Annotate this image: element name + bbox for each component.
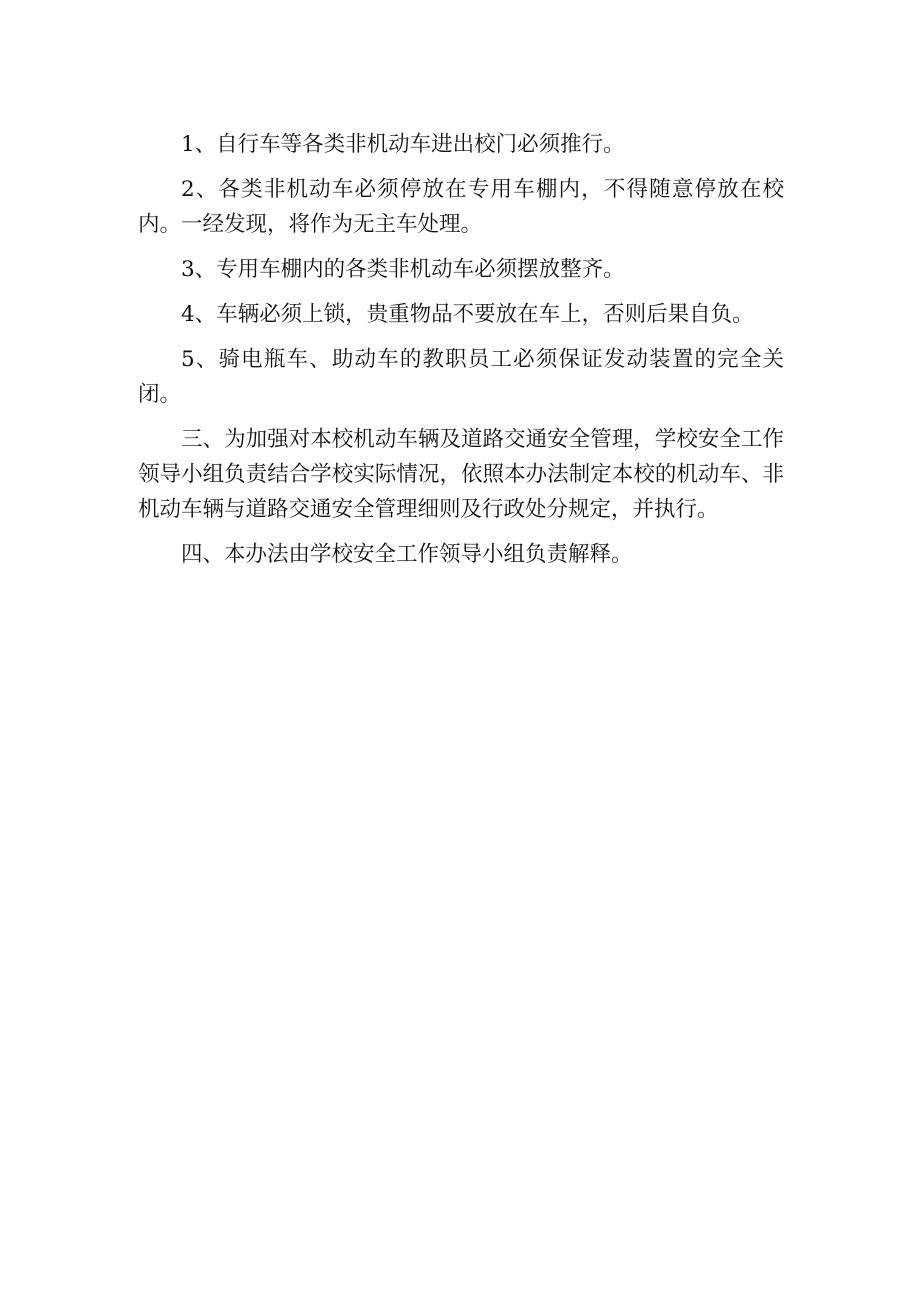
paragraph-section-3: 三、为加强对本校机动车辆及道路交通安全管理，学校安全工作领导小组负责结合学校实际情况，依照本办法制定本校的机动车、非机动车辆与道路交通安全管理细则及行政处分规定，并执行。 bbox=[138, 427, 784, 522]
paragraph-item-3: 3、专用车棚内的各类非机动车必须摆放整齐。 bbox=[181, 257, 625, 282]
paragraph-section-4: 四、本办法由学校安全工作领导小组负责解释。 bbox=[181, 542, 633, 567]
paragraph-item-5: 5、骑电瓶车、助动车的教职员工必须保证发动装置的完全关闭。 bbox=[138, 347, 784, 407]
document-body bbox=[138, 127, 784, 582]
paragraph-item-2: 2、各类非机动车必须停放在专用车棚内，不得随意停放在校内。一经发现，将作为无主车处理。 bbox=[138, 177, 784, 237]
paragraph-item-4: 4、车辆必须上锁，贵重物品不要放在车上，否则后果自负。 bbox=[181, 302, 754, 327]
paragraph-item-1: 1、自行车等各类非机动车进出校门必须推行。 bbox=[181, 132, 625, 157]
